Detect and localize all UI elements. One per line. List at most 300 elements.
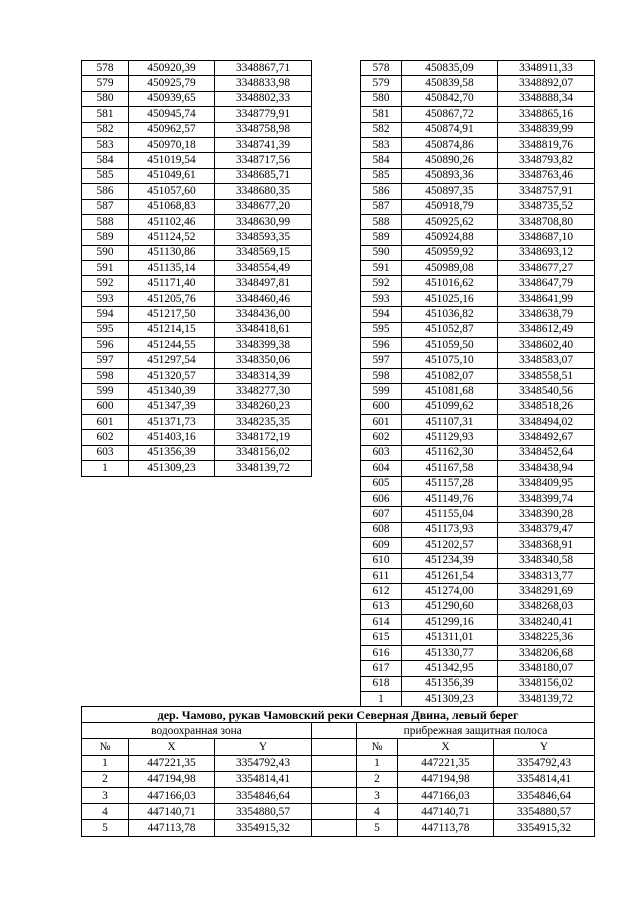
y-coordinate: 3348291,69 <box>498 584 595 599</box>
table-row <box>82 61 312 76</box>
table-row <box>82 322 312 337</box>
x-coordinate: 447140,71 <box>129 804 215 820</box>
table-row <box>361 676 595 691</box>
y-coordinate: 3354792,43 <box>215 755 312 771</box>
point-number: 611 <box>361 568 402 583</box>
point-number: 583 <box>82 137 129 152</box>
point-number: 578 <box>82 61 129 76</box>
point-number: 2 <box>357 771 398 787</box>
table-row <box>82 137 312 152</box>
y-coordinate: 3348399,74 <box>498 491 595 506</box>
y-coordinate: 3348641,99 <box>498 291 595 306</box>
y-coordinate: 3348612,49 <box>498 322 595 337</box>
table-row <box>82 399 312 414</box>
point-number: 584 <box>361 153 402 168</box>
y-coordinate: 3348340,58 <box>498 553 595 568</box>
x-coordinate: 450945,74 <box>129 107 215 122</box>
point-number: 604 <box>361 461 402 476</box>
x-coordinate: 450920,39 <box>129 61 215 76</box>
table-row <box>361 568 595 583</box>
point-number: 592 <box>82 276 129 291</box>
x-coordinate: 451129,93 <box>402 430 498 445</box>
point-number: 601 <box>361 414 402 429</box>
y-coordinate: 3348540,56 <box>498 384 595 399</box>
point-number: 593 <box>82 291 129 306</box>
table-row <box>82 368 312 383</box>
y-coordinate: 3348680,35 <box>215 184 312 199</box>
point-number: 612 <box>361 584 402 599</box>
gap-cell <box>312 723 357 739</box>
y-coordinate: 3348735,52 <box>498 199 595 214</box>
coordinates-table-left-body <box>82 61 312 477</box>
gap-cell <box>312 820 357 836</box>
y-coordinate: 3354915,32 <box>215 820 312 836</box>
gap-cell <box>312 771 357 787</box>
x-coordinate: 450890,26 <box>402 153 498 168</box>
x-coordinate: 451356,39 <box>402 676 498 691</box>
point-number: 1 <box>82 755 129 771</box>
point-number: 614 <box>361 615 402 630</box>
gap-cell <box>312 804 357 820</box>
section-title-row <box>82 707 595 723</box>
x-coordinate: 451342,95 <box>402 661 498 676</box>
x-coordinate: 447166,03 <box>398 787 494 803</box>
table-row <box>361 122 595 137</box>
x-coordinate: 447194,98 <box>129 771 215 787</box>
table-row <box>82 245 312 260</box>
x-coordinate: 451081,68 <box>402 384 498 399</box>
point-number: 607 <box>361 507 402 522</box>
table-row <box>82 771 595 787</box>
y-coordinate: 3348139,72 <box>498 692 595 707</box>
right-header-number: № <box>357 739 398 755</box>
table-row <box>82 353 312 368</box>
point-number: 5 <box>82 820 129 836</box>
y-coordinate: 3348268,03 <box>498 599 595 614</box>
point-number: 1 <box>82 461 129 476</box>
point-number: 615 <box>361 630 402 645</box>
point-number: 617 <box>361 661 402 676</box>
table-row <box>361 630 595 645</box>
point-number: 609 <box>361 538 402 553</box>
y-coordinate: 3348206,68 <box>498 645 595 660</box>
x-coordinate: 451244,55 <box>129 338 215 353</box>
table-row <box>361 338 595 353</box>
point-number: 596 <box>361 338 402 353</box>
y-coordinate: 3354792,43 <box>494 755 595 771</box>
y-coordinate: 3348368,91 <box>498 538 595 553</box>
y-coordinate: 3348314,39 <box>215 368 312 383</box>
y-coordinate: 3348911,33 <box>498 61 595 76</box>
point-number: 579 <box>361 76 402 91</box>
x-coordinate: 451297,54 <box>129 353 215 368</box>
table-row <box>82 91 312 106</box>
left-header-number: № <box>82 739 129 755</box>
gap-cell <box>312 755 357 771</box>
y-coordinate: 3348833,98 <box>215 76 312 91</box>
point-number: 588 <box>82 214 129 229</box>
table-row <box>361 199 595 214</box>
y-coordinate: 3354846,64 <box>494 787 595 803</box>
right-header-x: X <box>398 739 494 755</box>
table-row <box>82 153 312 168</box>
x-coordinate: 450970,18 <box>129 137 215 152</box>
table-row <box>361 214 595 229</box>
point-number: 599 <box>82 384 129 399</box>
table-row <box>82 184 312 199</box>
y-coordinate: 3348180,07 <box>498 661 595 676</box>
y-coordinate: 3348693,12 <box>498 245 595 260</box>
point-number: 597 <box>361 353 402 368</box>
point-number: 3 <box>82 787 129 803</box>
section-header-row <box>82 739 595 755</box>
point-number: 578 <box>361 61 402 76</box>
y-coordinate: 3348865,16 <box>498 107 595 122</box>
y-coordinate: 3354880,57 <box>215 804 312 820</box>
point-number: 588 <box>361 214 402 229</box>
x-coordinate: 447166,03 <box>129 787 215 803</box>
x-coordinate: 450839,58 <box>402 76 498 91</box>
point-number: 594 <box>361 307 402 322</box>
table-row <box>82 76 312 91</box>
x-coordinate: 451403,16 <box>129 430 215 445</box>
y-coordinate: 3348819,76 <box>498 137 595 152</box>
x-coordinate: 451217,50 <box>129 307 215 322</box>
table-row <box>82 384 312 399</box>
table-row <box>361 153 595 168</box>
point-number: 600 <box>82 399 129 414</box>
table-row <box>82 338 312 353</box>
table-row <box>82 107 312 122</box>
table-row <box>82 755 595 771</box>
x-coordinate: 451214,15 <box>129 322 215 337</box>
table-row <box>82 820 595 836</box>
x-coordinate: 451059,50 <box>402 338 498 353</box>
table-row <box>361 399 595 414</box>
point-number: 580 <box>361 91 402 106</box>
gap-cell <box>312 739 357 755</box>
x-coordinate: 451155,04 <box>402 507 498 522</box>
section-table-body <box>82 707 595 837</box>
point-number: 596 <box>82 338 129 353</box>
x-coordinate: 450893,36 <box>402 168 498 183</box>
x-coordinate: 450874,91 <box>402 122 498 137</box>
point-number: 603 <box>82 445 129 460</box>
y-coordinate: 3348399,38 <box>215 338 312 353</box>
point-number: 605 <box>361 476 402 491</box>
point-number: 590 <box>361 245 402 260</box>
x-coordinate: 451261,54 <box>402 568 498 583</box>
point-number: 591 <box>361 261 402 276</box>
x-coordinate: 451330,77 <box>402 645 498 660</box>
point-number: 598 <box>82 368 129 383</box>
y-coordinate: 3348379,47 <box>498 522 595 537</box>
table-row <box>361 615 595 630</box>
x-coordinate: 450867,72 <box>402 107 498 122</box>
x-coordinate: 451130,86 <box>129 245 215 260</box>
y-coordinate: 3348350,06 <box>215 353 312 368</box>
y-coordinate: 3348554,49 <box>215 261 312 276</box>
table-row <box>361 461 595 476</box>
point-number: 591 <box>82 261 129 276</box>
x-coordinate: 451290,60 <box>402 599 498 614</box>
y-coordinate: 3348240,41 <box>498 615 595 630</box>
point-number: 581 <box>361 107 402 122</box>
y-coordinate: 3348708,80 <box>498 214 595 229</box>
y-coordinate: 3348685,71 <box>215 168 312 183</box>
point-number: 590 <box>82 245 129 260</box>
x-coordinate: 451299,16 <box>402 615 498 630</box>
table-row <box>361 91 595 106</box>
table-row <box>361 307 595 322</box>
y-coordinate: 3354814,41 <box>494 771 595 787</box>
x-coordinate: 447113,78 <box>398 820 494 836</box>
x-coordinate: 451049,61 <box>129 168 215 183</box>
y-coordinate: 3348687,10 <box>498 230 595 245</box>
point-number: 581 <box>82 107 129 122</box>
table-row <box>82 214 312 229</box>
x-coordinate: 451309,23 <box>129 461 215 476</box>
y-coordinate: 3348569,15 <box>215 245 312 260</box>
section-subtitle-row <box>82 723 595 739</box>
x-coordinate: 450939,65 <box>129 91 215 106</box>
x-coordinate: 450989,08 <box>402 261 498 276</box>
point-number: 592 <box>361 276 402 291</box>
table-row <box>361 384 595 399</box>
point-number: 586 <box>361 184 402 199</box>
table-row <box>361 107 595 122</box>
x-coordinate: 451025,16 <box>402 291 498 306</box>
point-number: 606 <box>361 491 402 506</box>
table-row <box>82 168 312 183</box>
point-number: 580 <box>82 91 129 106</box>
point-number: 599 <box>361 384 402 399</box>
y-coordinate: 3348497,81 <box>215 276 312 291</box>
table-row <box>361 645 595 660</box>
x-coordinate: 450874,86 <box>402 137 498 152</box>
point-number: 1 <box>361 692 402 707</box>
table-row <box>82 445 312 460</box>
table-row <box>361 491 595 506</box>
y-coordinate: 3348438,94 <box>498 461 595 476</box>
left-header-y: Y <box>215 739 312 755</box>
point-number: 589 <box>82 230 129 245</box>
x-coordinate: 451057,60 <box>129 184 215 199</box>
coordinates-table-right <box>360 60 595 707</box>
x-coordinate: 450962,57 <box>129 122 215 137</box>
point-number: 585 <box>82 168 129 183</box>
table-row <box>82 199 312 214</box>
y-coordinate: 3348677,27 <box>498 261 595 276</box>
point-number: 613 <box>361 599 402 614</box>
point-number: 610 <box>361 553 402 568</box>
y-coordinate: 3348225,36 <box>498 630 595 645</box>
table-row <box>361 76 595 91</box>
y-coordinate: 3348452,64 <box>498 445 595 460</box>
x-coordinate: 451075,10 <box>402 353 498 368</box>
x-coordinate: 451309,23 <box>402 692 498 707</box>
y-coordinate: 3348757,91 <box>498 184 595 199</box>
right-header-y: Y <box>494 739 595 755</box>
point-number: 583 <box>361 137 402 152</box>
section-title: дер. Чамово, рукав Чамовский реки Северная Двина, левый берег <box>82 707 595 723</box>
y-coordinate: 3348558,51 <box>498 368 595 383</box>
x-coordinate: 451162,30 <box>402 445 498 460</box>
y-coordinate: 3354814,41 <box>215 771 312 787</box>
table-row <box>361 61 595 76</box>
y-coordinate: 3348647,79 <box>498 276 595 291</box>
table-row <box>82 787 595 803</box>
point-number: 603 <box>361 445 402 460</box>
point-number: 582 <box>82 122 129 137</box>
x-coordinate: 447221,35 <box>129 755 215 771</box>
y-coordinate: 3354846,64 <box>215 787 312 803</box>
point-number: 593 <box>361 291 402 306</box>
x-coordinate: 451171,40 <box>129 276 215 291</box>
point-number: 598 <box>361 368 402 383</box>
x-coordinate: 447221,35 <box>398 755 494 771</box>
y-coordinate: 3348717,56 <box>215 153 312 168</box>
point-number: 587 <box>82 199 129 214</box>
point-number: 600 <box>361 399 402 414</box>
x-coordinate: 451234,39 <box>402 553 498 568</box>
point-number: 2 <box>82 771 129 787</box>
table-row <box>361 230 595 245</box>
y-coordinate: 3348867,71 <box>215 61 312 76</box>
point-number: 5 <box>357 820 398 836</box>
table-row <box>361 507 595 522</box>
y-coordinate: 3348139,72 <box>215 461 312 476</box>
table-row <box>361 414 595 429</box>
y-coordinate: 3348156,02 <box>498 676 595 691</box>
table-row <box>361 538 595 553</box>
x-coordinate: 450897,35 <box>402 184 498 199</box>
x-coordinate: 451135,14 <box>129 261 215 276</box>
y-coordinate: 3348802,33 <box>215 91 312 106</box>
table-row <box>82 461 312 476</box>
x-coordinate: 451082,07 <box>402 368 498 383</box>
x-coordinate: 451347,39 <box>129 399 215 414</box>
point-number: 589 <box>361 230 402 245</box>
y-coordinate: 3348277,30 <box>215 384 312 399</box>
y-coordinate: 3348518,26 <box>498 399 595 414</box>
table-row <box>361 599 595 614</box>
table-row <box>82 261 312 276</box>
table-row <box>82 122 312 137</box>
table-row <box>361 168 595 183</box>
x-coordinate: 451016,62 <box>402 276 498 291</box>
x-coordinate: 451019,54 <box>129 153 215 168</box>
y-coordinate: 3348492,67 <box>498 430 595 445</box>
table-row <box>361 245 595 260</box>
y-coordinate: 3348741,39 <box>215 137 312 152</box>
y-coordinate: 3354915,32 <box>494 820 595 836</box>
table-row <box>361 476 595 491</box>
x-coordinate: 451068,83 <box>129 199 215 214</box>
y-coordinate: 3348593,35 <box>215 230 312 245</box>
x-coordinate: 451036,82 <box>402 307 498 322</box>
point-number: 602 <box>82 430 129 445</box>
table-row <box>82 307 312 322</box>
x-coordinate: 451371,73 <box>129 414 215 429</box>
point-number: 594 <box>82 307 129 322</box>
coordinates-table-right-body <box>361 61 595 707</box>
right-subtitle: прибрежная защитная полоса <box>357 723 595 739</box>
point-number: 579 <box>82 76 129 91</box>
coordinates-table-left <box>81 60 312 477</box>
y-coordinate: 3348602,40 <box>498 338 595 353</box>
y-coordinate: 3348839,99 <box>498 122 595 137</box>
y-coordinate: 3348436,00 <box>215 307 312 322</box>
table-row <box>82 430 312 445</box>
y-coordinate: 3348583,07 <box>498 353 595 368</box>
point-number: 4 <box>357 804 398 820</box>
point-number: 616 <box>361 645 402 660</box>
y-coordinate: 3348758,98 <box>215 122 312 137</box>
table-row <box>82 414 312 429</box>
x-coordinate: 451167,58 <box>402 461 498 476</box>
point-number: 608 <box>361 522 402 537</box>
x-coordinate: 451205,76 <box>129 291 215 306</box>
section-table <box>81 706 595 837</box>
table-row <box>361 137 595 152</box>
table-row <box>361 322 595 337</box>
table-row <box>361 584 595 599</box>
table-row <box>361 522 595 537</box>
point-number: 4 <box>82 804 129 820</box>
point-number: 584 <box>82 153 129 168</box>
x-coordinate: 451099,62 <box>402 399 498 414</box>
x-coordinate: 447113,78 <box>129 820 215 836</box>
x-coordinate: 450959,92 <box>402 245 498 260</box>
x-coordinate: 450835,09 <box>402 61 498 76</box>
x-coordinate: 451320,57 <box>129 368 215 383</box>
y-coordinate: 3354880,57 <box>494 804 595 820</box>
table-row <box>361 276 595 291</box>
y-coordinate: 3348793,82 <box>498 153 595 168</box>
table-row <box>361 692 595 707</box>
x-coordinate: 451340,39 <box>129 384 215 399</box>
x-coordinate: 450842,70 <box>402 91 498 106</box>
x-coordinate: 451173,93 <box>402 522 498 537</box>
point-number: 3 <box>357 787 398 803</box>
left-subtitle: водоохранная зона <box>82 723 312 739</box>
y-coordinate: 3348892,07 <box>498 76 595 91</box>
table-row <box>82 291 312 306</box>
y-coordinate: 3348313,77 <box>498 568 595 583</box>
point-number: 601 <box>82 414 129 429</box>
x-coordinate: 451102,46 <box>129 214 215 229</box>
y-coordinate: 3348390,28 <box>498 507 595 522</box>
point-number: 595 <box>361 322 402 337</box>
y-coordinate: 3348460,46 <box>215 291 312 306</box>
x-coordinate: 451107,31 <box>402 414 498 429</box>
table-row <box>361 184 595 199</box>
x-coordinate: 451356,39 <box>129 445 215 460</box>
x-coordinate: 451202,57 <box>402 538 498 553</box>
point-number: 587 <box>361 199 402 214</box>
x-coordinate: 447140,71 <box>398 804 494 820</box>
table-row <box>82 230 312 245</box>
y-coordinate: 3348779,91 <box>215 107 312 122</box>
y-coordinate: 3348638,79 <box>498 307 595 322</box>
table-row <box>361 368 595 383</box>
table-row <box>361 553 595 568</box>
point-number: 582 <box>361 122 402 137</box>
y-coordinate: 3348260,23 <box>215 399 312 414</box>
point-number: 595 <box>82 322 129 337</box>
table-row <box>361 353 595 368</box>
